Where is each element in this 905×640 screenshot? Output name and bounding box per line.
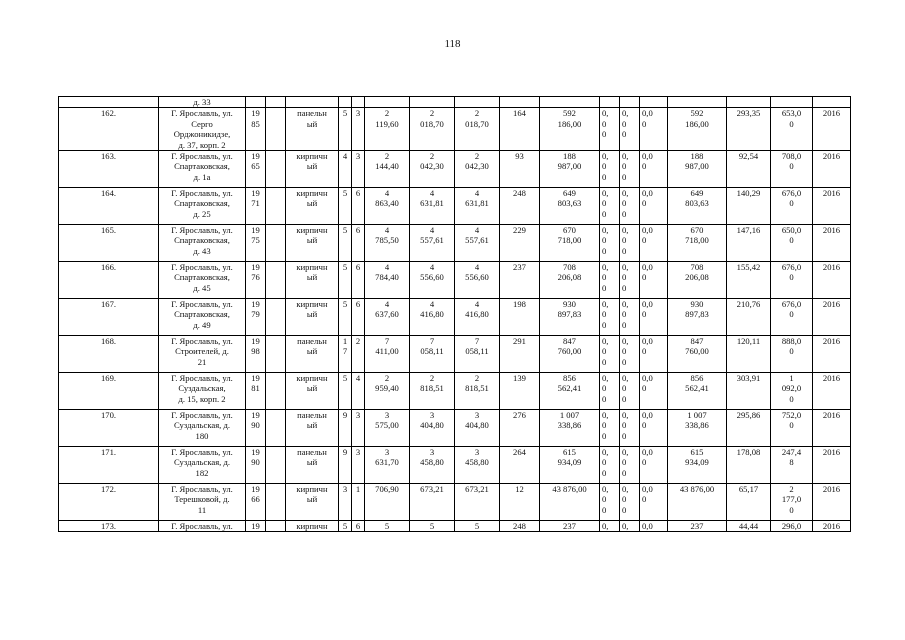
total-area-cell: 5 (365, 521, 410, 532)
residential-area-cell: 4 556,60 (455, 262, 500, 299)
limit-cost-cell: 2 177,0 0 (771, 484, 813, 521)
table-row (59, 521, 851, 532)
plan-year-cell: 2016 (813, 108, 851, 151)
row-number-cell: 167. (59, 299, 159, 336)
cost-a-cell: 0, 0 0 (600, 151, 620, 188)
cost-a-cell: 0, 0 0 (600, 108, 620, 151)
residents-cell: 276 (500, 410, 540, 447)
living-area-cell: 4 557,61 (410, 225, 455, 262)
wall-material-cell: кирпичн ый (286, 262, 339, 299)
total-area-cell: 4 784,40 (365, 262, 410, 299)
living-area-cell: 5 (410, 521, 455, 532)
year-b-cell (266, 108, 286, 151)
plan-year-cell: 2016 (813, 188, 851, 225)
row-number-cell: 165. (59, 225, 159, 262)
limit-cost-cell: 708,0 0 (771, 151, 813, 188)
cost-total-cell: 1 007 338,86 (540, 410, 600, 447)
cost-a-cell: 0, 0 0 (600, 447, 620, 484)
address-cell: Г. Ярославль, ул. Спартаковская, д. 49 (159, 299, 246, 336)
residential-area-cell: 673,21 (455, 484, 500, 521)
plan-year-cell: 2016 (813, 521, 851, 532)
floors-cell: 5 (339, 188, 352, 225)
entrances-cell: 6 (352, 262, 365, 299)
cost-total-cell: 43 876,00 (540, 484, 600, 521)
cost-owner-cell: 670 718,00 (668, 225, 727, 262)
cost-c-cell: 0,0 0 (640, 188, 668, 225)
year-b-cell (266, 336, 286, 373)
cost-a-cell: 0, 0 0 (600, 484, 620, 521)
cost-per-m2-cell: 178,08 (727, 447, 771, 484)
total-area-cell: 4 637,60 (365, 299, 410, 336)
residents-cell: 237 (500, 262, 540, 299)
wall-material-cell: панельн ый (286, 336, 339, 373)
living-area-cell: 4 556,60 (410, 262, 455, 299)
entrances-cell: 3 (352, 410, 365, 447)
row-number-cell: 172. (59, 484, 159, 521)
living-area-cell: 2 042,30 (410, 151, 455, 188)
cost-b-cell: 0, 0 0 (620, 225, 640, 262)
residents-cell: 164 (500, 108, 540, 151)
total-area-cell: 4 863,40 (365, 188, 410, 225)
total-area-cell: 4 785,50 (365, 225, 410, 262)
cost-b-cell: 0, 0 0 (620, 299, 640, 336)
floors-cell: 5 (339, 262, 352, 299)
cost-owner-cell: 847 760,00 (668, 336, 727, 373)
table-row (59, 410, 851, 447)
cost-per-m2-cell: 44,44 (727, 521, 771, 532)
residents-cell: 139 (500, 373, 540, 410)
table-row (59, 373, 851, 410)
row-number-cell: 170. (59, 410, 159, 447)
limit-cost-cell: 296,0 (771, 521, 813, 532)
cost-per-m2-cell: 65,17 (727, 484, 771, 521)
row-number-cell: 169. (59, 373, 159, 410)
cost-per-m2-cell: 92,54 (727, 151, 771, 188)
cost-c-cell: 0,0 0 (640, 336, 668, 373)
cost-total-cell: 188 987,00 (540, 151, 600, 188)
cost-total-cell: 237 (540, 521, 600, 532)
row-number-cell: 171. (59, 447, 159, 484)
cost-per-m2-cell: 155,42 (727, 262, 771, 299)
wall-material-cell: кирпичн (286, 521, 339, 532)
total-area-cell: 2 144,40 (365, 151, 410, 188)
address-cell: Г. Ярославль, ул. Суздальская, д. 15, корп. 2 (159, 373, 246, 410)
living-area-cell: 673,21 (410, 484, 455, 521)
limit-cost-cell: 247,4 8 (771, 447, 813, 484)
floors-cell: 5 (339, 225, 352, 262)
year-b-cell (266, 521, 286, 532)
cost-b-cell: 0, 0 0 (620, 373, 640, 410)
cost-c-cell: 0,0 0 (640, 225, 668, 262)
floors-cell: 9 (339, 410, 352, 447)
wall-material-cell: кирпичн ый (286, 484, 339, 521)
cost-a-cell: 0, 0 0 (600, 336, 620, 373)
cost-owner-cell: 1 007 338,86 (668, 410, 727, 447)
entrances-cell: 6 (352, 299, 365, 336)
row-number-cell: 162. (59, 108, 159, 151)
residents-cell: 248 (500, 188, 540, 225)
residents-cell: 229 (500, 225, 540, 262)
table-row (59, 108, 851, 151)
year-a-cell: 19 (246, 521, 266, 532)
limit-cost-cell: 653,0 0 (771, 108, 813, 151)
residential-area-cell: 4 631,81 (455, 188, 500, 225)
table-row (59, 336, 851, 373)
cost-b-cell: 0, 0 0 (620, 410, 640, 447)
total-area-cell: 3 631,70 (365, 447, 410, 484)
cost-a-cell: 0, 0 0 (600, 188, 620, 225)
cost-b-cell: 0, 0 0 (620, 336, 640, 373)
year-a-cell: 19 71 (246, 188, 266, 225)
cost-per-m2-cell: 140,29 (727, 188, 771, 225)
cost-per-m2-cell: 295,86 (727, 410, 771, 447)
wall-material-cell: кирпичн ый (286, 373, 339, 410)
entrances-cell: 6 (352, 188, 365, 225)
cost-b-cell: 0, 0 0 (620, 262, 640, 299)
floors-cell: 4 (339, 151, 352, 188)
limit-cost-cell: 676,0 0 (771, 299, 813, 336)
cost-b-cell: 0, 0 0 (620, 188, 640, 225)
cost-per-m2-cell: 210,76 (727, 299, 771, 336)
cost-owner-cell: 43 876,00 (668, 484, 727, 521)
address-cell: Г. Ярославль, ул. (159, 521, 246, 532)
living-area-cell: 4 631,81 (410, 188, 455, 225)
residents-cell: 93 (500, 151, 540, 188)
year-a-cell: 19 79 (246, 299, 266, 336)
residents-cell: 291 (500, 336, 540, 373)
residential-area-cell: 2 818,51 (455, 373, 500, 410)
cost-b-cell: 0, 0 0 (620, 108, 640, 151)
limit-cost-cell: 676,0 0 (771, 262, 813, 299)
table-row (59, 225, 851, 262)
total-area-cell: 2 119,60 (365, 108, 410, 151)
floors-cell: 5 (339, 373, 352, 410)
year-b-cell (266, 373, 286, 410)
year-a-cell: 19 98 (246, 336, 266, 373)
cost-b-cell: 0, (620, 521, 640, 532)
year-b-cell (266, 188, 286, 225)
year-b-cell (266, 151, 286, 188)
address-cell: Г. Ярославль, ул. Суздальская, д. 180 (159, 410, 246, 447)
plan-year-cell: 2016 (813, 151, 851, 188)
cost-owner-cell: 856 562,41 (668, 373, 727, 410)
residential-area-cell: 3 458,80 (455, 447, 500, 484)
row-number-cell: 168. (59, 336, 159, 373)
cost-per-m2-cell: 293,35 (727, 108, 771, 151)
table-row (59, 188, 851, 225)
limit-cost-cell: 752,0 0 (771, 410, 813, 447)
cost-a-cell: 0, 0 0 (600, 410, 620, 447)
cost-total-cell: 856 562,41 (540, 373, 600, 410)
address-cell: Г. Ярославль, ул. Терешковой, д. 11 (159, 484, 246, 521)
wall-material-cell: кирпичн ый (286, 225, 339, 262)
cost-owner-cell: 708 206,08 (668, 262, 727, 299)
cost-c-cell: 0,0 0 (640, 151, 668, 188)
year-a-cell: 19 65 (246, 151, 266, 188)
living-area-cell: 3 404,80 (410, 410, 455, 447)
plan-year-cell: 2016 (813, 336, 851, 373)
floors-cell: 1 7 (339, 336, 352, 373)
limit-cost-cell: 650,0 0 (771, 225, 813, 262)
entrances-cell: 3 (352, 447, 365, 484)
cost-a-cell: 0, 0 0 (600, 373, 620, 410)
cost-per-m2-cell: 147,16 (727, 225, 771, 262)
year-b-cell (266, 262, 286, 299)
total-area-cell: 3 575,00 (365, 410, 410, 447)
cost-c-cell: 0,0 0 (640, 410, 668, 447)
residential-area-cell: 2 042,30 (455, 151, 500, 188)
entrances-cell: 3 (352, 151, 365, 188)
cost-a-cell: 0, 0 0 (600, 225, 620, 262)
entrances-cell: 2 (352, 336, 365, 373)
cost-per-m2-cell: 120,11 (727, 336, 771, 373)
cost-a-cell: 0, (600, 521, 620, 532)
cost-c-cell: 0,0 0 (640, 108, 668, 151)
cost-c-cell: 0,0 0 (640, 373, 668, 410)
plan-year-cell: 2016 (813, 484, 851, 521)
living-area-cell: 7 058,11 (410, 336, 455, 373)
cost-c-cell: 0,0 0 (640, 299, 668, 336)
residential-area-cell: 7 058,11 (455, 336, 500, 373)
total-area-cell: 7 411,00 (365, 336, 410, 373)
residents-cell: 264 (500, 447, 540, 484)
year-b-cell (266, 447, 286, 484)
table-row (59, 262, 851, 299)
cost-owner-cell: 930 897,83 (668, 299, 727, 336)
cost-owner-cell: 615 934,09 (668, 447, 727, 484)
cost-total-cell: 649 803,63 (540, 188, 600, 225)
wall-material-cell: панельн ый (286, 410, 339, 447)
address-cell: Г. Ярославль, ул. Спартаковская, д. 45 (159, 262, 246, 299)
plan-year-cell: 2016 (813, 373, 851, 410)
year-a-cell: 19 85 (246, 108, 266, 151)
plan-year-cell: 2016 (813, 262, 851, 299)
address-cell: д. 33 (159, 97, 246, 108)
cost-c-cell: 0,0 0 (640, 484, 668, 521)
floors-cell: 5 (339, 521, 352, 532)
cost-per-m2-cell: 303,91 (727, 373, 771, 410)
cost-owner-cell: 649 803,63 (668, 188, 727, 225)
residents-cell: 198 (500, 299, 540, 336)
floors-cell: 3 (339, 484, 352, 521)
wall-material-cell: панельн ый (286, 447, 339, 484)
year-a-cell: 19 66 (246, 484, 266, 521)
cost-a-cell: 0, 0 0 (600, 299, 620, 336)
wall-material-cell: кирпичн ый (286, 188, 339, 225)
living-area-cell: 4 416,80 (410, 299, 455, 336)
table-row (59, 151, 851, 188)
address-cell: Г. Ярославль, ул. Серго Орджоникидзе, д. 37, корп. 2 (159, 108, 246, 151)
table-row-continuation (59, 97, 851, 108)
year-b-cell (266, 484, 286, 521)
residential-area-cell: 2 018,70 (455, 108, 500, 151)
cost-owner-cell: 237 (668, 521, 727, 532)
living-area-cell: 2 018,70 (410, 108, 455, 151)
address-cell: Г. Ярославль, ул. Спартаковская, д. 1а (159, 151, 246, 188)
table-row (59, 484, 851, 521)
year-a-cell: 19 81 (246, 373, 266, 410)
entrances-cell: 3 (352, 108, 365, 151)
cost-c-cell: 0,0 0 (640, 447, 668, 484)
year-b-cell (266, 410, 286, 447)
residents-cell: 248 (500, 521, 540, 532)
row-number-cell: 164. (59, 188, 159, 225)
wall-material-cell: кирпичн ый (286, 299, 339, 336)
total-area-cell: 2 959,40 (365, 373, 410, 410)
limit-cost-cell: 1 092,0 0 (771, 373, 813, 410)
address-cell: Г. Ярославль, ул. Суздальская, д. 182 (159, 447, 246, 484)
floors-cell: 5 (339, 299, 352, 336)
cost-a-cell: 0, 0 0 (600, 262, 620, 299)
residents-cell: 12 (500, 484, 540, 521)
plan-year-cell: 2016 (813, 225, 851, 262)
cost-total-cell: 592 186,00 (540, 108, 600, 151)
residential-area-cell: 5 (455, 521, 500, 532)
plan-year-cell: 2016 (813, 299, 851, 336)
page-number: 118 (444, 38, 461, 50)
floors-cell: 9 (339, 447, 352, 484)
residential-area-cell: 3 404,80 (455, 410, 500, 447)
year-a-cell: 19 90 (246, 447, 266, 484)
residential-area-cell: 4 416,80 (455, 299, 500, 336)
address-cell: Г. Ярославль, ул. Спартаковская, д. 25 (159, 188, 246, 225)
row-number-cell: 163. (59, 151, 159, 188)
entrances-cell: 6 (352, 225, 365, 262)
plan-year-cell: 2016 (813, 410, 851, 447)
year-a-cell: 19 76 (246, 262, 266, 299)
entrances-cell: 6 (352, 521, 365, 532)
cost-total-cell: 615 934,09 (540, 447, 600, 484)
cost-b-cell: 0, 0 0 (620, 484, 640, 521)
cost-b-cell: 0, 0 0 (620, 151, 640, 188)
housing-register-table (58, 96, 851, 532)
year-a-cell: 19 90 (246, 410, 266, 447)
year-b-cell (266, 299, 286, 336)
limit-cost-cell: 676,0 0 (771, 188, 813, 225)
wall-material-cell: кирпичн ый (286, 151, 339, 188)
wall-material-cell: панельн ый (286, 108, 339, 151)
residential-area-cell: 4 557,61 (455, 225, 500, 262)
table-row (59, 447, 851, 484)
entrances-cell: 4 (352, 373, 365, 410)
cost-c-cell: 0,0 (640, 521, 668, 532)
entrances-cell: 1 (352, 484, 365, 521)
limit-cost-cell: 888,0 0 (771, 336, 813, 373)
living-area-cell: 2 818,51 (410, 373, 455, 410)
row-number-cell: 166. (59, 262, 159, 299)
living-area-cell: 3 458,80 (410, 447, 455, 484)
address-cell: Г. Ярославль, ул. Спартаковская, д. 43 (159, 225, 246, 262)
cost-owner-cell: 592 186,00 (668, 108, 727, 151)
table-row (59, 299, 851, 336)
year-a-cell: 19 75 (246, 225, 266, 262)
cost-owner-cell: 188 987,00 (668, 151, 727, 188)
cost-total-cell: 930 897,83 (540, 299, 600, 336)
address-cell: Г. Ярославль, ул. Строителей, д. 21 (159, 336, 246, 373)
floors-cell: 5 (339, 108, 352, 151)
plan-year-cell: 2016 (813, 447, 851, 484)
cost-b-cell: 0, 0 0 (620, 447, 640, 484)
cost-c-cell: 0,0 0 (640, 262, 668, 299)
cost-total-cell: 670 718,00 (540, 225, 600, 262)
cost-total-cell: 847 760,00 (540, 336, 600, 373)
total-area-cell: 706,90 (365, 484, 410, 521)
year-b-cell (266, 225, 286, 262)
row-number-cell: 173. (59, 521, 159, 532)
cost-total-cell: 708 206,08 (540, 262, 600, 299)
